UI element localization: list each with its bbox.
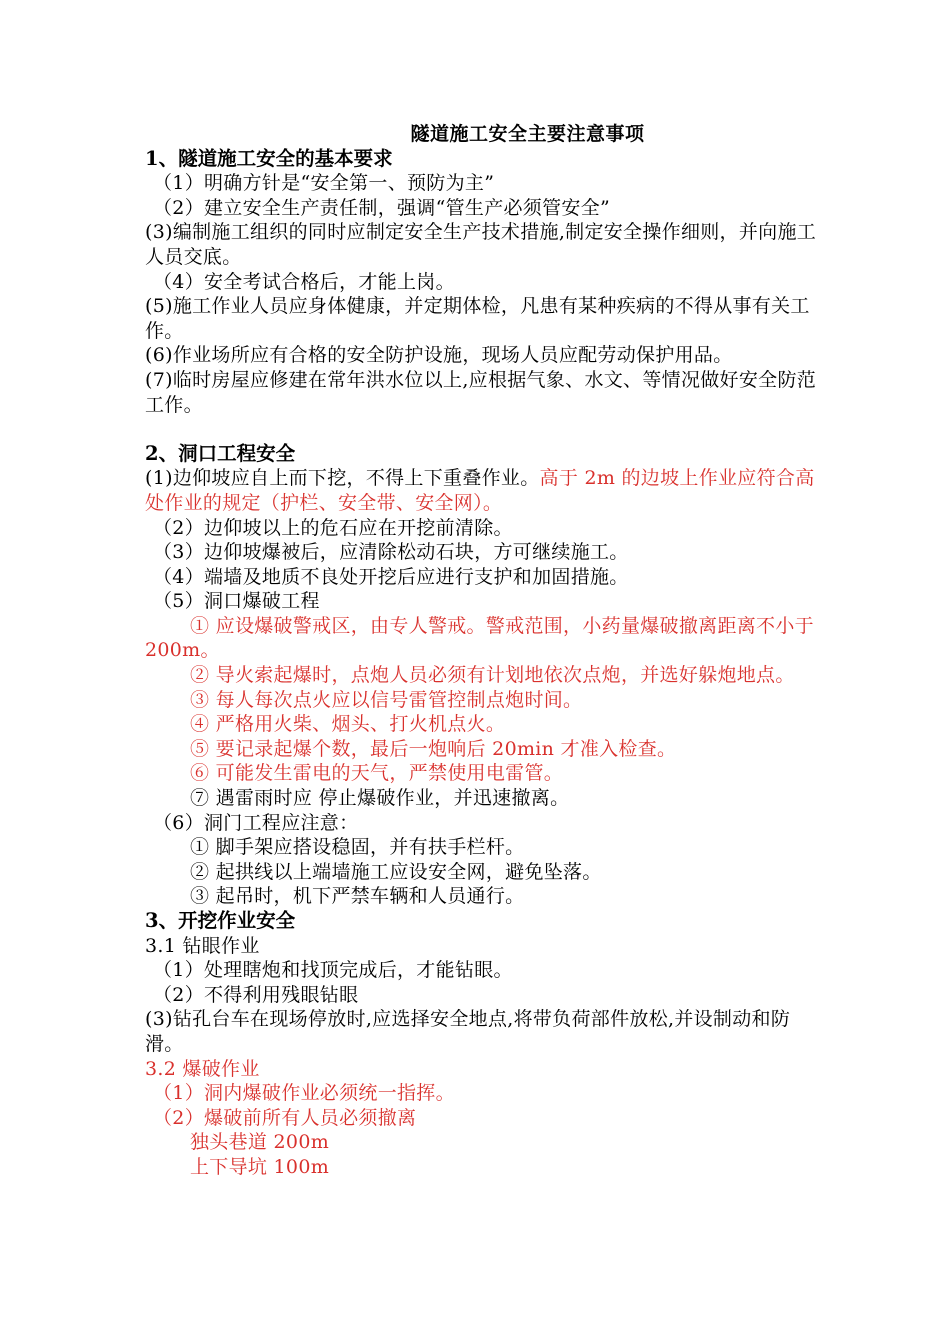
blast-rule-3: ③ 每人每次点火应以信号雷管控制点炮时间。: [190, 688, 583, 711]
distance-1: 独头巷道 200m: [190, 1131, 330, 1154]
blast-rule-7: ⑦ 遇雷雨时应 停止爆破作业，并迅速撤离。: [190, 787, 570, 810]
sec2-item-1-text: (1)边仰坡应自上而下挖，不得上下重叠作业。: [145, 467, 540, 490]
sec3-sub-2: 3.2 爆破作业: [145, 1057, 260, 1080]
document-page: [145, 122, 820, 1180]
door-rule-3: ③ 起吊时，机下严禁车辆和人员通行。: [190, 885, 525, 908]
sec2-item-6: （6）洞门工程应注意：: [153, 811, 359, 834]
sec1-item-2: （2）建立安全生产责任制，强调“管生产必须管安全”: [153, 196, 611, 219]
blast-rule-1: ① 应设爆破警戒区，由专人警戒。警戒范围，小药量爆破撤离距离不小于 200m。: [145, 614, 814, 662]
sec3-sub-1: 3.1 钻眼作业: [145, 934, 260, 957]
blast-rule-4: ④ 严格用火柴、烟头、打火机点火。: [190, 713, 506, 736]
blasting-item-2: （2）爆破前所有人员必须撤离: [153, 1106, 417, 1129]
drill-item-2: （2）不得利用残眼钻眼: [153, 983, 359, 1006]
sec2-item-3: （3）边仰坡爆被后，应清除松动石块，方可继续施工。: [153, 541, 629, 564]
sec2-item-1-highlight: 高于 2m 的边坡上作业应符合高处作业的规定（护栏、安全带、安全网）。: [145, 467, 815, 514]
sec2-item-5: （5）洞口爆破工程: [153, 590, 320, 613]
document-title: 隧道施工安全主要注意事项: [410, 123, 645, 145]
sec1-item-4: （4）安全考试合格后，才能上岗。: [153, 270, 455, 293]
sec1-item-3: (3)编制施工组织的同时应制定安全生产技术措施,制定安全操作细则，并向施工人员交底。: [145, 221, 817, 268]
sec1-item-1: （1）明确方针是“安全第一、预防为主”: [153, 172, 495, 195]
sec1-item-5: (5)施工作业人员应身体健康，并定期体检，凡患有某种疾病的不得从事有关工作。: [145, 295, 810, 342]
blast-rule-5: ⑤ 要记录起爆个数，最后一炮响后 20min 才准入检查。: [190, 737, 677, 760]
blank-line: [145, 417, 820, 442]
sec2-item-4: （4）端墙及地质不良处开挖后应进行支护和加固措施。: [153, 565, 629, 588]
door-rule-1: ① 脚手架应搭设稳固，并有扶手栏杆。: [190, 836, 525, 859]
sec2-item-1: [145, 466, 820, 515]
drill-item-1: （1）处理瞎炮和找顶完成后，才能钻眼。: [153, 959, 513, 982]
sec1-item-6: (6)作业场所应有合格的安全防护设施，现场人员应配劳动保护用品。: [145, 344, 733, 367]
drill-item-3: (3)钻孔台车在现场停放时,应选择安全地点,将带负荷部件放松,并设制动和防滑。: [145, 1008, 791, 1055]
section-1-heading: 1、隧道施工安全的基本要求: [145, 146, 393, 170]
section-2-heading: 2、洞口工程安全: [145, 441, 296, 465]
blasting-item-1: （1）洞内爆破作业必须统一指挥。: [153, 1082, 455, 1105]
blast-rule-6: ⑥ 可能发生雷电的天气，严禁使用电雷管。: [190, 762, 564, 785]
section-3-heading: 3、开挖作业安全: [145, 909, 296, 932]
sec1-item-7: (7)临时房屋应修建在常年洪水位以上,应根据气象、水文、等情况做好安全防范工作。: [145, 368, 817, 416]
blast-rule-2: ② 导火索起爆时，点炮人员必须有计划地依次点炮，并选好躲炮地点。: [190, 664, 795, 687]
sec2-item-2: （2）边仰坡以上的危石应在开挖前清除。: [153, 516, 513, 539]
door-rule-2: ② 起拱线以上端墙施工应设安全网，避免坠落。: [190, 860, 602, 883]
distance-2: 上下导坑 100m: [190, 1155, 330, 1178]
